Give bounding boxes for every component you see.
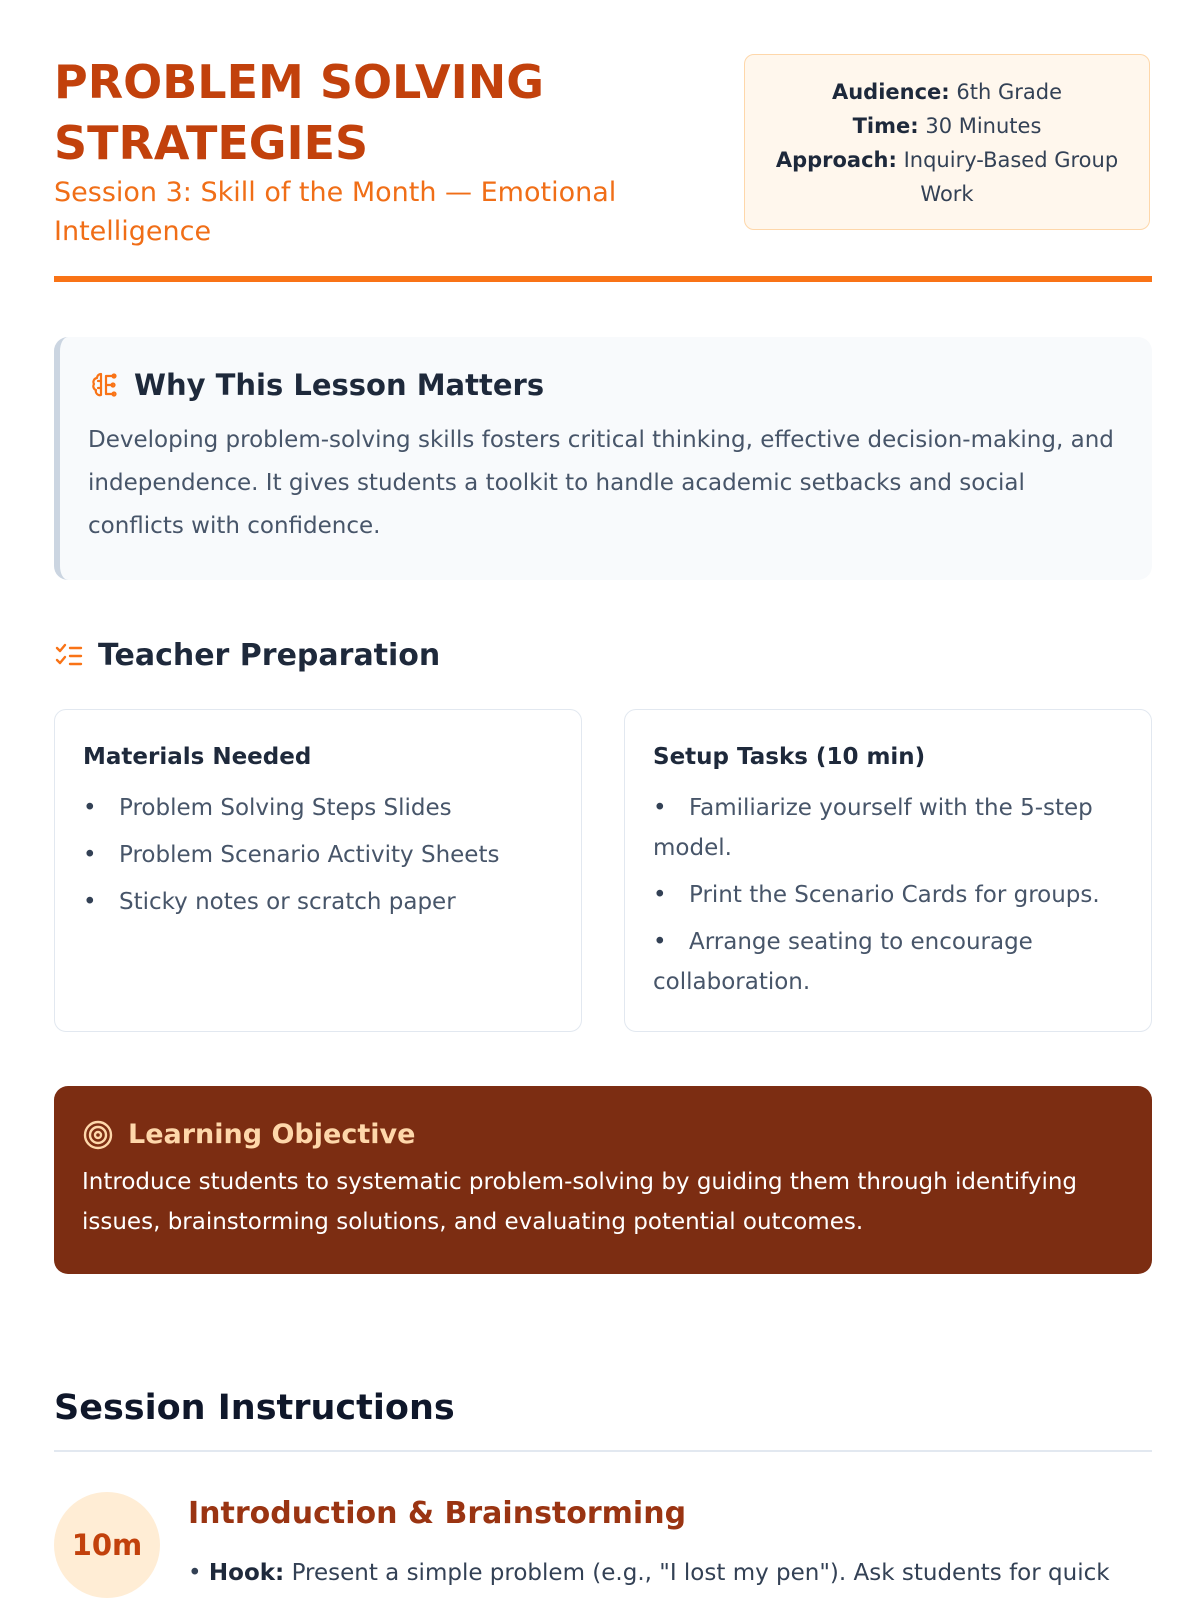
time-value: 30 Minutes xyxy=(925,114,1042,138)
session-divider xyxy=(54,1450,1152,1452)
step-bullet xyxy=(188,1553,1152,1593)
step-duration-badge: 10m xyxy=(54,1492,160,1598)
time-label: Time: xyxy=(852,114,919,138)
list-item: • Arrange seating to encourage collaboration. xyxy=(653,929,1033,995)
setup-title: Setup Tasks (10 min) xyxy=(653,744,926,770)
list-item-text: Arrange seating to encourage collaboration. xyxy=(653,929,1033,995)
bullet-mark: • xyxy=(188,1560,202,1586)
objective-heading xyxy=(82,1116,1124,1154)
header xyxy=(54,0,1152,284)
page-subtitle: Session 3: Skill of the Month — Emotional Intelligence xyxy=(54,177,617,247)
setup-list xyxy=(653,788,1125,1002)
step-title: Introduction & Brainstorming xyxy=(188,1496,687,1531)
list-item: • Print the Scenario Cards for groups. xyxy=(653,882,1100,908)
list-item-text: Print the Scenario Cards for groups. xyxy=(689,882,1100,908)
prep-title: Teacher Preparation xyxy=(98,638,441,673)
objective-body: Introduce students to systematic problem-solving by guiding them through identifying issues, brainstorming solutions, and evaluating potential outcomes. xyxy=(82,1169,1078,1235)
why-lesson-card xyxy=(54,337,1152,580)
approach-line xyxy=(757,143,1137,211)
materials-title: Materials Needed xyxy=(83,744,312,770)
approach-label: Approach: xyxy=(775,148,897,172)
list-item: • Sticky notes or scratch paper xyxy=(83,889,456,915)
header-divider xyxy=(54,276,1152,282)
list-item: • Problem Scenario Activity Sheets xyxy=(83,842,500,868)
list-item-text: Familiarize yourself with the 5-step model. xyxy=(653,795,1093,861)
target-icon xyxy=(82,1119,114,1151)
materials-list xyxy=(83,788,555,922)
time-line xyxy=(757,109,1137,143)
checklist-icon xyxy=(54,641,84,671)
materials-card xyxy=(54,709,582,1032)
step-text: Present a simple problem (e.g., "I lost my pen"). Ask students for quick xyxy=(291,1560,1110,1586)
why-heading xyxy=(88,365,1124,405)
list-item: • Problem Solving Steps Slides xyxy=(83,795,452,821)
audience-label: Audience: xyxy=(831,80,950,104)
page-title: PROBLEM SOLVING STRATEGIES xyxy=(54,55,545,170)
list-item: • Familiarize yourself with the 5-step model. xyxy=(653,795,1093,861)
lesson-plan-page xyxy=(54,0,1152,1586)
lesson-meta-box xyxy=(744,54,1150,230)
objective-title: Learning Objective xyxy=(128,1119,416,1150)
step-lead: Hook: xyxy=(208,1560,285,1586)
session-title: Session Instructions xyxy=(54,1388,455,1428)
prep-heading xyxy=(54,636,440,676)
audience-value: 6th Grade xyxy=(956,80,1062,104)
audience-line xyxy=(757,75,1137,109)
why-body: Developing problem-solving skills fosters critical thinking, effective decision-making, and independence. It gives students a toolkit to handle academic setbacks and social conflicts with confidence. xyxy=(88,427,1114,539)
list-item-text: Problem Scenario Activity Sheets xyxy=(119,842,500,868)
setup-card xyxy=(624,709,1152,1032)
list-item-text: Problem Solving Steps Slides xyxy=(119,795,452,821)
brain-icon xyxy=(88,369,120,401)
list-item-text: Sticky notes or scratch paper xyxy=(119,889,456,915)
objective-card xyxy=(54,1086,1152,1274)
approach-value: Inquiry-Based Group Work xyxy=(903,148,1119,206)
why-title: Why This Lesson Matters xyxy=(134,368,545,402)
